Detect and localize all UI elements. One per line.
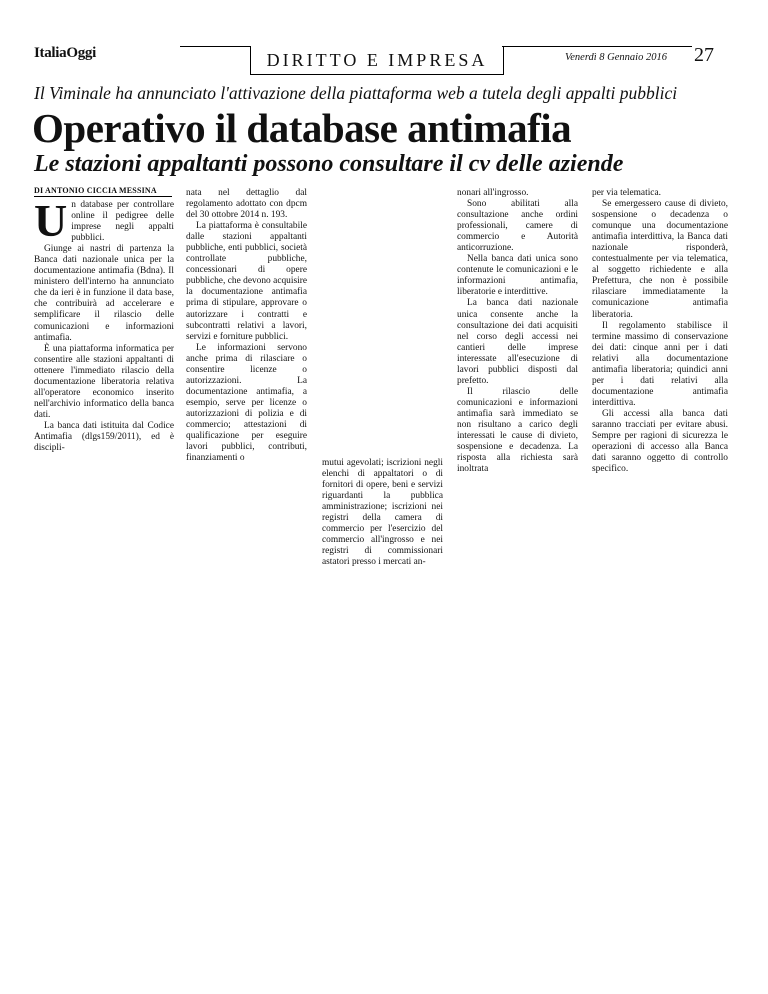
paragraph: Se emergessero cause di divieto, sospensione o decadenza o comunque una documentazione antimafia interdittiva, la Banca dati nazionale risponderà, contestualmente per via telematica, al soggetto richiedente e alla Prefettura, che non è possibile rilasciare immediatamente la comunicazione antimafia liberatoria. (592, 199, 728, 320)
newspaper-logo: ItaliaOggi (34, 45, 97, 61)
paragraph: mutui agevolati; iscrizioni negli elenchi di appaltatori o di fornitori di opere, beni e servizi riguardanti la pubblica amministrazione; iscrizioni nei registri della camera di commercio per l'esercizio del commercio all'ingrosso e nei registri di commissionari astatori presso i mercati an- (322, 458, 443, 568)
article-column-3 (322, 458, 443, 568)
paragraph: La banca dati nazionale unica consente anche la consultazione dei dati acquisiti nel corso degli accessi nei cantieri delle imprese interessate all'esecuzione di lavori pubblici disposti dal prefetto. (457, 298, 578, 386)
article-column-2 (186, 188, 307, 464)
article-subhead: Le stazioni appaltanti possono consultare il cv delle aziende (34, 151, 624, 177)
masthead-rule-left (180, 46, 250, 47)
drop-cap: U (34, 195, 68, 246)
article-headline: Operativo il database antimafia (32, 105, 572, 151)
paragraph: Giunge ai nastri di partenza la Banca dati nazionale unica per la documentazione antimafia (Bdna). Il ministero dell'interno ha annunciato che da ieri è in funzione il data base, che contribuirà ad accelerare e semplificare il rilascio delle comunicazioni e informazioni antimafia. (34, 244, 174, 343)
issue-date: Venerdì 8 Gennaio 2016 (565, 52, 667, 63)
paragraph: Un database per controllare online il pedigree delle imprese negli appalti pubblici. (34, 195, 174, 246)
paragraph: La piattaforma è consultabile dalle stazioni appaltanti pubbliche, enti pubblici, società controllate pubbliche, concessionari di opere pubbliche, che devono acquisire la documentazione antimafia prima di stipulare, approvare o autorizzare i contratti e subcontratti relativi a lavori, servizi e forniture pubblici. (186, 221, 307, 342)
paragraph: Gli accessi alla banca dati saranno tracciati per evitare abusi. Sempre per ragioni di sicurezza le operazioni di accesso alla Banca dati saranno oggetto di controllo specifico. (592, 408, 728, 475)
paragraph: Nella banca dati unica sono contenute le comunicazioni e le informazioni antimafia, liberatorie e interdittive. (457, 254, 578, 298)
paragraph: Sono abilitati alla consultazione anche ordini professionali, camere di commercio e Autorità anticorruzione. (457, 199, 578, 254)
article-kicker: Il Viminale ha annunciato l'attivazione della piattaforma web a tutela degli appalti pubblici (34, 83, 678, 103)
paragraph: per via telematica. (592, 188, 661, 198)
paragraph: nata nel dettaglio dal regolamento adottato con dpcm del 30 ottobre 2014 n. 193. (186, 188, 307, 221)
section-title: DIRITTO E IMPRESA (250, 46, 504, 75)
article-byline: DI ANTONIO CICCIA MESSINA (34, 186, 172, 197)
article-column-4 (457, 188, 578, 475)
article-column-5 (592, 188, 728, 475)
paragraph: Il regolamento stabilisce il termine massimo di conservazione dei dati: cinque anni per i dati relativi alla documentazione antimafia liberatoria; quindici anni per i dati relativi alla documentazione antimafia interdittiva. (592, 320, 728, 408)
paragraph: La banca dati istituita dal Codice Antimafia (dlgs159/2011), ed è discipli- (34, 420, 174, 454)
page-number: 27 (694, 44, 714, 66)
paragraph: Le informazioni servono anche prima di rilasciare o consentire licenze o autorizzazioni. La documentazione antimafia, a esempio, serve per licenze o autorizzazioni di polizia e di commercio; attestazioni di qualificazione per eseguire lavori pubblici, contributi, finanziamenti o (186, 342, 307, 464)
paragraph: nonari all'ingrosso. (457, 188, 529, 198)
masthead-rule-right (502, 46, 692, 47)
article-column-1 (34, 195, 174, 454)
paragraph: È una piattaforma informatica per consentire alle stazioni appaltanti di ottenere l'immediato rilascio della documentazione liberatoria relativa all'operatore economico inserito nell'archivio informatico della banca dati. (34, 343, 174, 420)
paragraph: Il rilascio delle comunicazioni e informazioni antimafia sarà immediato se non risultano a carico degli interessati le cause di divieto, sospensione e decadenza. La risposta alla richiesta sarà inoltrata (457, 386, 578, 475)
